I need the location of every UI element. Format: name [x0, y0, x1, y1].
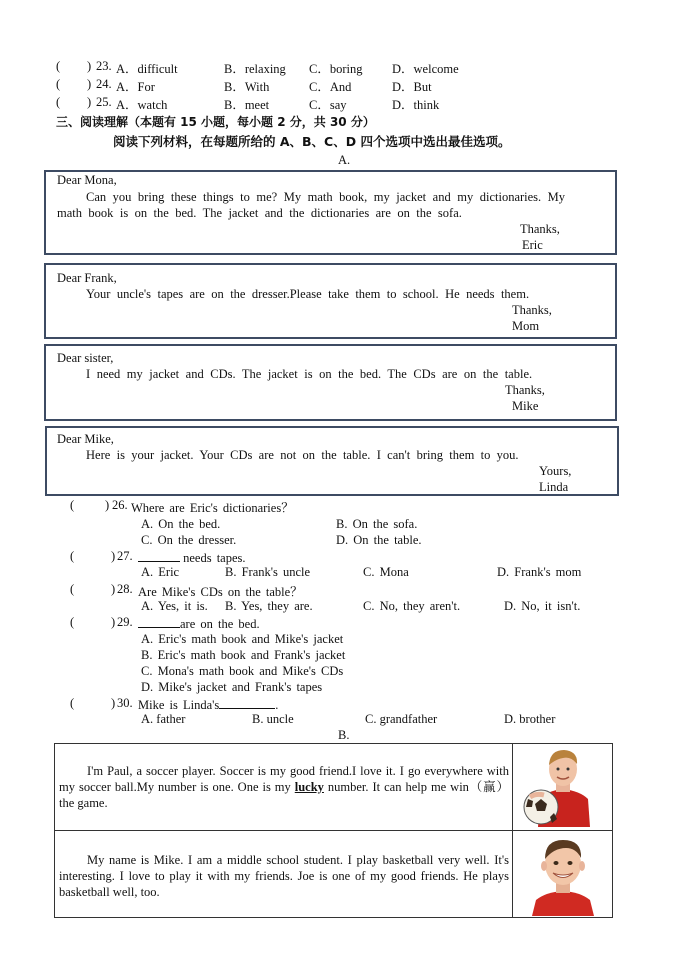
note-box-mike	[44, 344, 617, 421]
question-number: 27.	[117, 549, 133, 563]
stem-text: Mike is Linda's	[138, 698, 220, 712]
stem-text: needs tapes.	[183, 551, 246, 565]
option-c: C. On the dresser.	[141, 533, 237, 547]
option-c: C. grandfather	[365, 712, 438, 726]
note-greeting: Dear Mike,	[57, 432, 114, 446]
note-box-linda	[45, 426, 619, 496]
part-b-table	[54, 743, 613, 918]
question-number: 26.	[112, 498, 128, 512]
question-30-stem	[138, 696, 278, 713]
note-body-line: Your uncle's tapes are on the dresser.Please take them to school. He needs them.	[86, 287, 530, 301]
answer-paren-close: )	[111, 696, 116, 710]
answer-paren-close: )	[111, 615, 116, 629]
option-a: A. father	[141, 712, 186, 726]
question-number: 24.	[96, 77, 112, 91]
option-b: B. Frank's uncle	[225, 565, 311, 579]
answer-blank	[219, 696, 275, 709]
question-24	[56, 77, 656, 94]
option-d: D．But	[392, 80, 432, 94]
note-body-line: I need my jacket and CDs. The jacket is on the bed. The CDs are on the table.	[86, 367, 533, 381]
answer-paren-open: (	[56, 59, 61, 73]
note-signature: Mom	[512, 319, 540, 333]
option-d: D. On the table.	[336, 533, 422, 547]
question-number: 25.	[96, 95, 112, 109]
answer-paren-open: (	[70, 696, 75, 710]
part-b-label: B.	[338, 728, 350, 742]
question-number: 30.	[117, 696, 133, 710]
part-a-label: A.	[338, 153, 351, 167]
answer-paren-close: )	[87, 77, 92, 91]
option-d: D. Frank's mom	[497, 565, 582, 579]
answer-paren-close: )	[111, 549, 116, 563]
option-a: A．difficult	[116, 62, 178, 76]
stem-text: are on the bed.	[180, 617, 260, 631]
mike-smiling-photo	[516, 834, 610, 916]
answer-paren-close: )	[111, 582, 116, 596]
option-b: B. Yes, they are.	[225, 599, 313, 613]
note-greeting: Dear Frank,	[57, 271, 117, 285]
answer-paren-close: )	[105, 498, 110, 512]
lucky-word: lucky	[294, 780, 324, 794]
option-d: D. No, it isn't.	[504, 599, 581, 613]
note-body-line: math book is on the bed. The jacket and the dictionaries are on the sofa.	[57, 206, 462, 220]
option-c: C. Mona	[363, 565, 409, 579]
option-b: B．relaxing	[224, 62, 286, 76]
option-a: A. On the bed.	[141, 517, 221, 531]
option-b: B．With	[224, 80, 270, 94]
option-a: A. Eric's math book and Mike's jacket	[141, 632, 344, 646]
answer-paren-close: )	[87, 59, 92, 73]
option-c: C．And	[309, 80, 352, 94]
option-d: D. brother	[504, 712, 556, 726]
option-a: A．watch	[116, 98, 168, 112]
option-b: B. On the sofa.	[336, 517, 418, 531]
answer-paren-open: (	[70, 498, 75, 512]
answer-paren-open: (	[70, 549, 75, 563]
option-d: D．think	[392, 98, 440, 112]
note-body-line: Here is your jacket. Your CDs are not on the table. I can't bring them to you.	[86, 448, 519, 462]
option-a: A．For	[116, 80, 155, 94]
note-body-line	[86, 190, 614, 205]
question-25	[56, 95, 656, 112]
answer-blank	[138, 549, 180, 562]
note-greeting: Dear sister,	[57, 351, 114, 365]
note-signature: Eric	[522, 238, 543, 252]
option-c: C．say	[309, 98, 347, 112]
note-signature: Linda	[539, 480, 569, 494]
question-27-stem	[138, 549, 246, 566]
answer-paren-close: )	[87, 95, 92, 109]
note-signature: Mike	[512, 399, 539, 413]
option-d: D．welcome	[392, 62, 459, 76]
option-d: D. Mike's jacket and Frank's tapes	[141, 680, 323, 694]
option-a: A. Yes, it is.	[141, 599, 208, 613]
question-26-stem: Where are Eric's dictionaries？	[131, 501, 294, 515]
paul-passage	[59, 763, 509, 811]
note-closing: Yours,	[539, 464, 572, 478]
question-number: 28.	[117, 582, 133, 596]
passage-text: I'm Paul, a soccer player. Soccer is my good friend.I love it. I go everywhere with my soccer ball.My number is one. One is my	[59, 764, 509, 794]
option-b: B．meet	[224, 98, 270, 112]
table-row-divider	[55, 830, 612, 831]
question-number: 29.	[117, 615, 133, 629]
option-b: B. Eric's math book and Frank's jacket	[141, 648, 346, 662]
question-23	[56, 59, 656, 76]
note-closing: Thanks,	[505, 383, 545, 397]
question-number: 23.	[96, 59, 112, 73]
section-title: 三、阅读理解（本题有 15 小题，每小题 2 分，共 30 分）	[56, 115, 375, 129]
section-instruction: 阅读下列材料，在每题所给的 A、B、C、D 四个选项中选出最佳选项。	[113, 134, 511, 149]
note-closing: Thanks,	[512, 303, 552, 317]
option-c: C. Mona's math book and Mike's CDs	[141, 664, 344, 678]
note-body-text: Can you bring these things to me? My math book, my jacket and my dictionaries. My	[86, 190, 566, 204]
stem-period: .	[275, 698, 279, 712]
question-28-stem: Are Mike's CDs on the table？	[138, 585, 303, 599]
passage-text: number. It can help me win（赢） the game.	[59, 780, 509, 810]
table-col-divider	[512, 744, 513, 917]
mike-passage: My name is Mike. I am a middle school student. I play basketball very well. It's interesting. I love to play it with my friends. Joe is one of my good friends. He plays basketball well, too.	[59, 853, 509, 899]
option-c: C．boring	[309, 62, 363, 76]
note-greeting: Dear Mona,	[57, 173, 117, 187]
answer-paren-open: (	[56, 77, 61, 91]
option-a: A. Eric	[141, 565, 180, 579]
answer-paren-open: (	[70, 582, 75, 596]
question-29-stem	[138, 615, 260, 632]
paul-soccer-photo	[516, 747, 610, 827]
note-box-eric	[44, 170, 617, 255]
note-closing: Thanks,	[520, 222, 560, 236]
note-box-mom	[44, 263, 617, 339]
option-b: B. uncle	[252, 712, 294, 726]
option-c: C. No, they aren't.	[363, 599, 461, 613]
answer-blank	[138, 615, 180, 628]
answer-paren-open: (	[70, 615, 75, 629]
answer-paren-open: (	[56, 95, 61, 109]
